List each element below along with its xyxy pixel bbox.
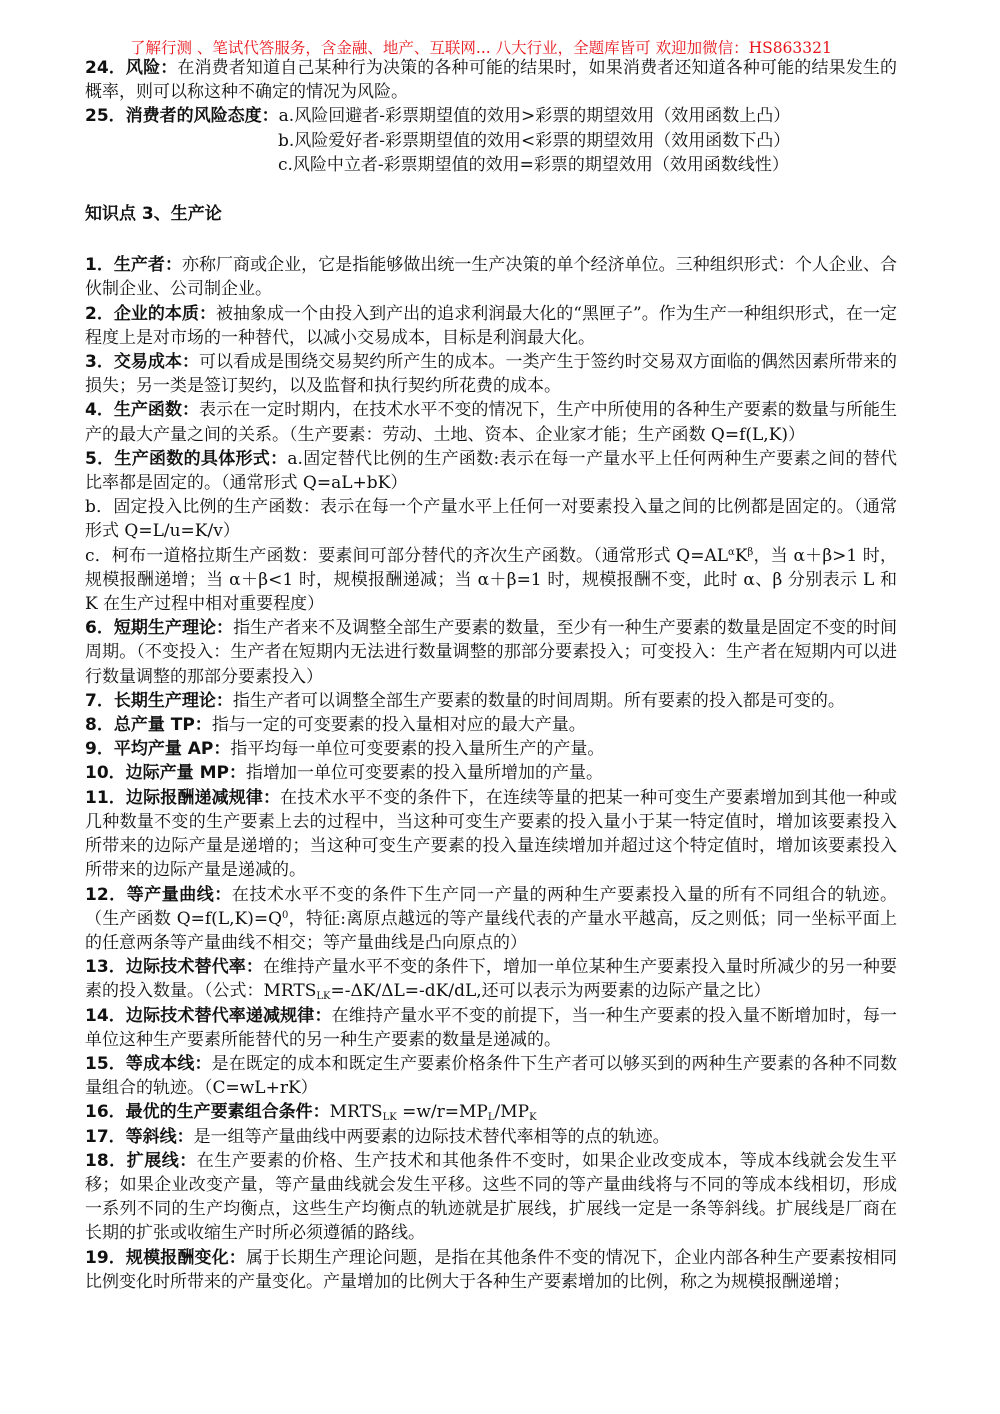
item-5-c	[85, 544, 897, 617]
item-8	[85, 713, 897, 737]
subscript-k: K	[529, 1112, 537, 1124]
item-text: 亦称厂商或企业，它是指能够做出统一生产决策的单个经济单位。三种组织形式：个人企业、合伙制企业、公司制企业。	[85, 255, 897, 300]
item-text: 在消费者知道自己某种行为决策的各种可能的结果时，如果消费者还知道各种可能的结果发生的概率，则可以称这种不确定的情况为风险。	[85, 58, 897, 103]
document-page	[85, 56, 897, 1294]
item-15	[85, 1052, 897, 1100]
item-text: 被抽象成一个由投入到产出的追求利润最大化的“黑匣子”。作为生产一种组织形式，在一定程度上是对市场的一种替代，以减小交易成本，目标是利润最大化。	[85, 303, 897, 348]
item-text: 是一组等产量曲线中两要素的边际技术替代率相等的点的轨迹。	[193, 1126, 670, 1147]
item-25-b	[85, 129, 897, 153]
superscript-zero: 0	[282, 909, 289, 921]
item-1	[85, 253, 897, 301]
item-label: 11．边际报酬递减规律：	[85, 787, 281, 808]
item-text: 指与一定的可变要素的投入量相对应的最大产量。	[211, 715, 586, 736]
item-3	[85, 350, 897, 398]
item-label: 19．规模报酬变化：	[85, 1247, 246, 1268]
item-label: 14．边际技术替代率递减规律：	[85, 1005, 332, 1026]
item-25	[85, 104, 897, 128]
item-text: ，特征:离原点越远的等产量线代表的产量水平越高，反之则低；同一坐标平面上的任意两条等产量曲线不相交；等产量曲线是凸向原点的）	[85, 908, 897, 953]
item-text: 是在既定的成本和既定生产要素价格条件下生产者可以够买到的两种生产要素的各种不同数量组合的轨迹。（C=wL+rK）	[85, 1053, 897, 1099]
item-text: ，当 α＋β>1 时，规模报酬递增；当 α＋β<1 时，规模报酬递减；当 α＋β=1 时，规模报酬不变，此时 α、β 分别表示 L 和 K 在生产过程中相对重要程度）	[85, 545, 897, 615]
subscript-lk: LK	[316, 991, 331, 1003]
item-10	[85, 761, 897, 785]
superscript-beta: β	[747, 546, 754, 558]
item-14	[85, 1004, 897, 1052]
item-2	[85, 302, 897, 350]
superscript-alpha: α	[728, 546, 735, 558]
item-text: 在技术水平不变的条件下生产同一产量的两种生产要素投入量的所有不同组合的轨迹。（生产函数 Q=f(L,K)=Q	[85, 884, 897, 929]
item-label: 12．等产量曲线：	[85, 884, 232, 905]
item-5-b	[85, 495, 897, 543]
item-label: 18．扩展线：	[85, 1150, 197, 1171]
item-label: 2．企业的本质：	[85, 303, 216, 324]
item-18	[85, 1149, 897, 1246]
item-label: 25．消费者的风险态度：	[85, 106, 279, 127]
item-5	[85, 447, 897, 495]
item-text: 在维持产量水平不变的条件下，增加一单位某种生产要素投入量时所减少的另一种要素的投入数量。（公式：MRTS	[85, 957, 897, 1002]
subscript-l: L	[487, 1112, 495, 1124]
item-text: a.固定替代比例的生产函数:表示在每一产量水平上任何两种生产要素之间的替代比率都是固定的。（通常形式 Q=aL+bK）	[85, 448, 898, 494]
item-16	[85, 1100, 897, 1124]
item-6	[85, 616, 897, 689]
item-text: c．柯布一道格拉斯生产函数：要素间可部分替代的齐次生产函数。（通常形式 Q=AL	[85, 545, 729, 566]
item-label: 24．风险：	[85, 58, 178, 78]
item-text: 在生产要素的价格、生产技术和其他条件不变时，如果企业改变成本，等成本线就会发生平移；如果企业改变产量，等产量曲线就会发生平移。这些不同的等产量曲线将与不同的等成本线相切，形成一系列不同的生产均衡点，这些生产均衡点的轨迹就是扩展线，扩展线一定是一条等斜线。扩展线是厂商在长期的扩张或收缩生产时所必须遵循的路线。	[85, 1150, 897, 1244]
formula-text: MRTS	[329, 1102, 383, 1123]
item-label: 8．总产量 TP：	[85, 715, 212, 736]
item-label: 16．最优的生产要素组合条件：	[85, 1102, 330, 1123]
watermark-banner: 了解行测 、笔试代答服务，含金融、地产、互联网... 八大行业，全题库皆可 欢迎加微信：HS863321	[130, 39, 832, 57]
item-17	[85, 1125, 897, 1149]
item-label: 1．生产者：	[85, 255, 182, 276]
formula-text: /MP	[494, 1102, 530, 1123]
item-19	[85, 1246, 897, 1294]
item-text: 指增加一单位可变要素的投入量所增加的产量。	[245, 763, 603, 784]
item-label: 6．短期生产理论：	[85, 618, 234, 639]
item-text: 指生产者来不及调整全部生产要素的数量，至少有一种生产要素的数量是固定不变的时间周期。（不变投入：生产者在短期内无法进行数量调整的那部分要素投入；可变投入：生产者在短期内可以进行数量调整的那部分要素投入）	[85, 618, 897, 687]
item-label: 10．边际产量 MP：	[85, 763, 246, 784]
item-label: 9．平均产量 AP：	[85, 739, 231, 760]
item-label: 3．交易成本：	[85, 352, 200, 373]
item-label: 13．边际技术替代率：	[85, 957, 264, 978]
item-7	[85, 689, 897, 713]
item-text: 指平均每一单位可变要素的投入量所生产的产量。	[230, 739, 605, 760]
item-label: 15．等成本线：	[85, 1053, 212, 1074]
item-11	[85, 786, 897, 883]
section-heading: 知识点 3、生产论	[85, 204, 222, 225]
item-13	[85, 955, 897, 1003]
item-text: 在维持产量水平不变的前提下，当一种生产要素的投入量不断增加时，每一单位这种生产要素所能替代的另一种生产要素的数量是递减的。	[85, 1005, 897, 1050]
item-text: a.风险回避者-彩票期望值的效用>彩票的期望效用（效用函数上凸）	[278, 106, 791, 127]
item-label: 4．生产函数：	[85, 400, 200, 421]
item-text: b．固定投入比例的生产函数：表示在每一个产量水平上任何一对要素投入量之间的比例都是固定的。（通常形式 Q=L/u=K/v）	[85, 497, 897, 542]
item-9	[85, 737, 897, 761]
item-24	[85, 56, 897, 104]
item-label: 17．等斜线：	[85, 1126, 194, 1147]
item-12	[85, 883, 897, 956]
item-text: =-ΔK/ΔL=-dK/dL,还可以表示为两要素的边际产量之比）	[330, 981, 771, 1002]
item-text: K	[734, 545, 748, 566]
subscript-lk: LK	[382, 1112, 397, 1124]
item-text: b.风险爱好者-彩票期望值的效用<彩票的期望效用（效用函数下凸）	[278, 130, 791, 151]
item-label: 7．长期生产理论：	[85, 690, 233, 711]
item-text: 指生产者可以调整全部生产要素的数量的时间周期。所有要素的投入都是可变的。	[232, 690, 845, 711]
formula-text: =w/r=MP	[396, 1102, 488, 1123]
item-label: 5．生产函数的具体形式：	[85, 448, 288, 469]
item-text: 在技术水平不变的条件下，在连续等量的把某一种可变生产要素增加到其他一种或几种数量不变的生产要素上去的过程中，当这种可变生产要素的投入量小于某一特定值时，增加该要素投入所带来的边际产量是递增的；当这种可变生产要素的投入量连续增加并超过这个特定值时，增加该要素投入所带来的边际产量是递减的。	[85, 787, 897, 881]
item-text: c.风险中立者-彩票期望值的效用=彩票的期望效用（效用函数线性）	[278, 154, 789, 175]
item-text: 表示在一定时期内，在技术水平不变的情况下，生产中所使用的各种生产要素的数量与所能生产的最大产量之间的关系。（生产要素：劳动、土地、资本、企业家才能；生产函数 Q=f(L,K)）	[85, 400, 897, 445]
item-text: 属于长期生产理论问题，是指在其他条件不变的情况下，企业内部各种生产要素按相同比例变化时所带来的产量变化。产量增加的比例大于各种生产要素增加的比例，称之为规模报酬递增；	[85, 1247, 897, 1292]
item-25-c	[85, 153, 897, 177]
item-4	[85, 398, 897, 446]
item-text: 可以看成是围绕交易契约所产生的成本。一类产生于签约时交易双方面临的偶然因素所带来的损失；另一类是签订契约，以及监督和执行契约所花费的成本。	[85, 352, 897, 397]
